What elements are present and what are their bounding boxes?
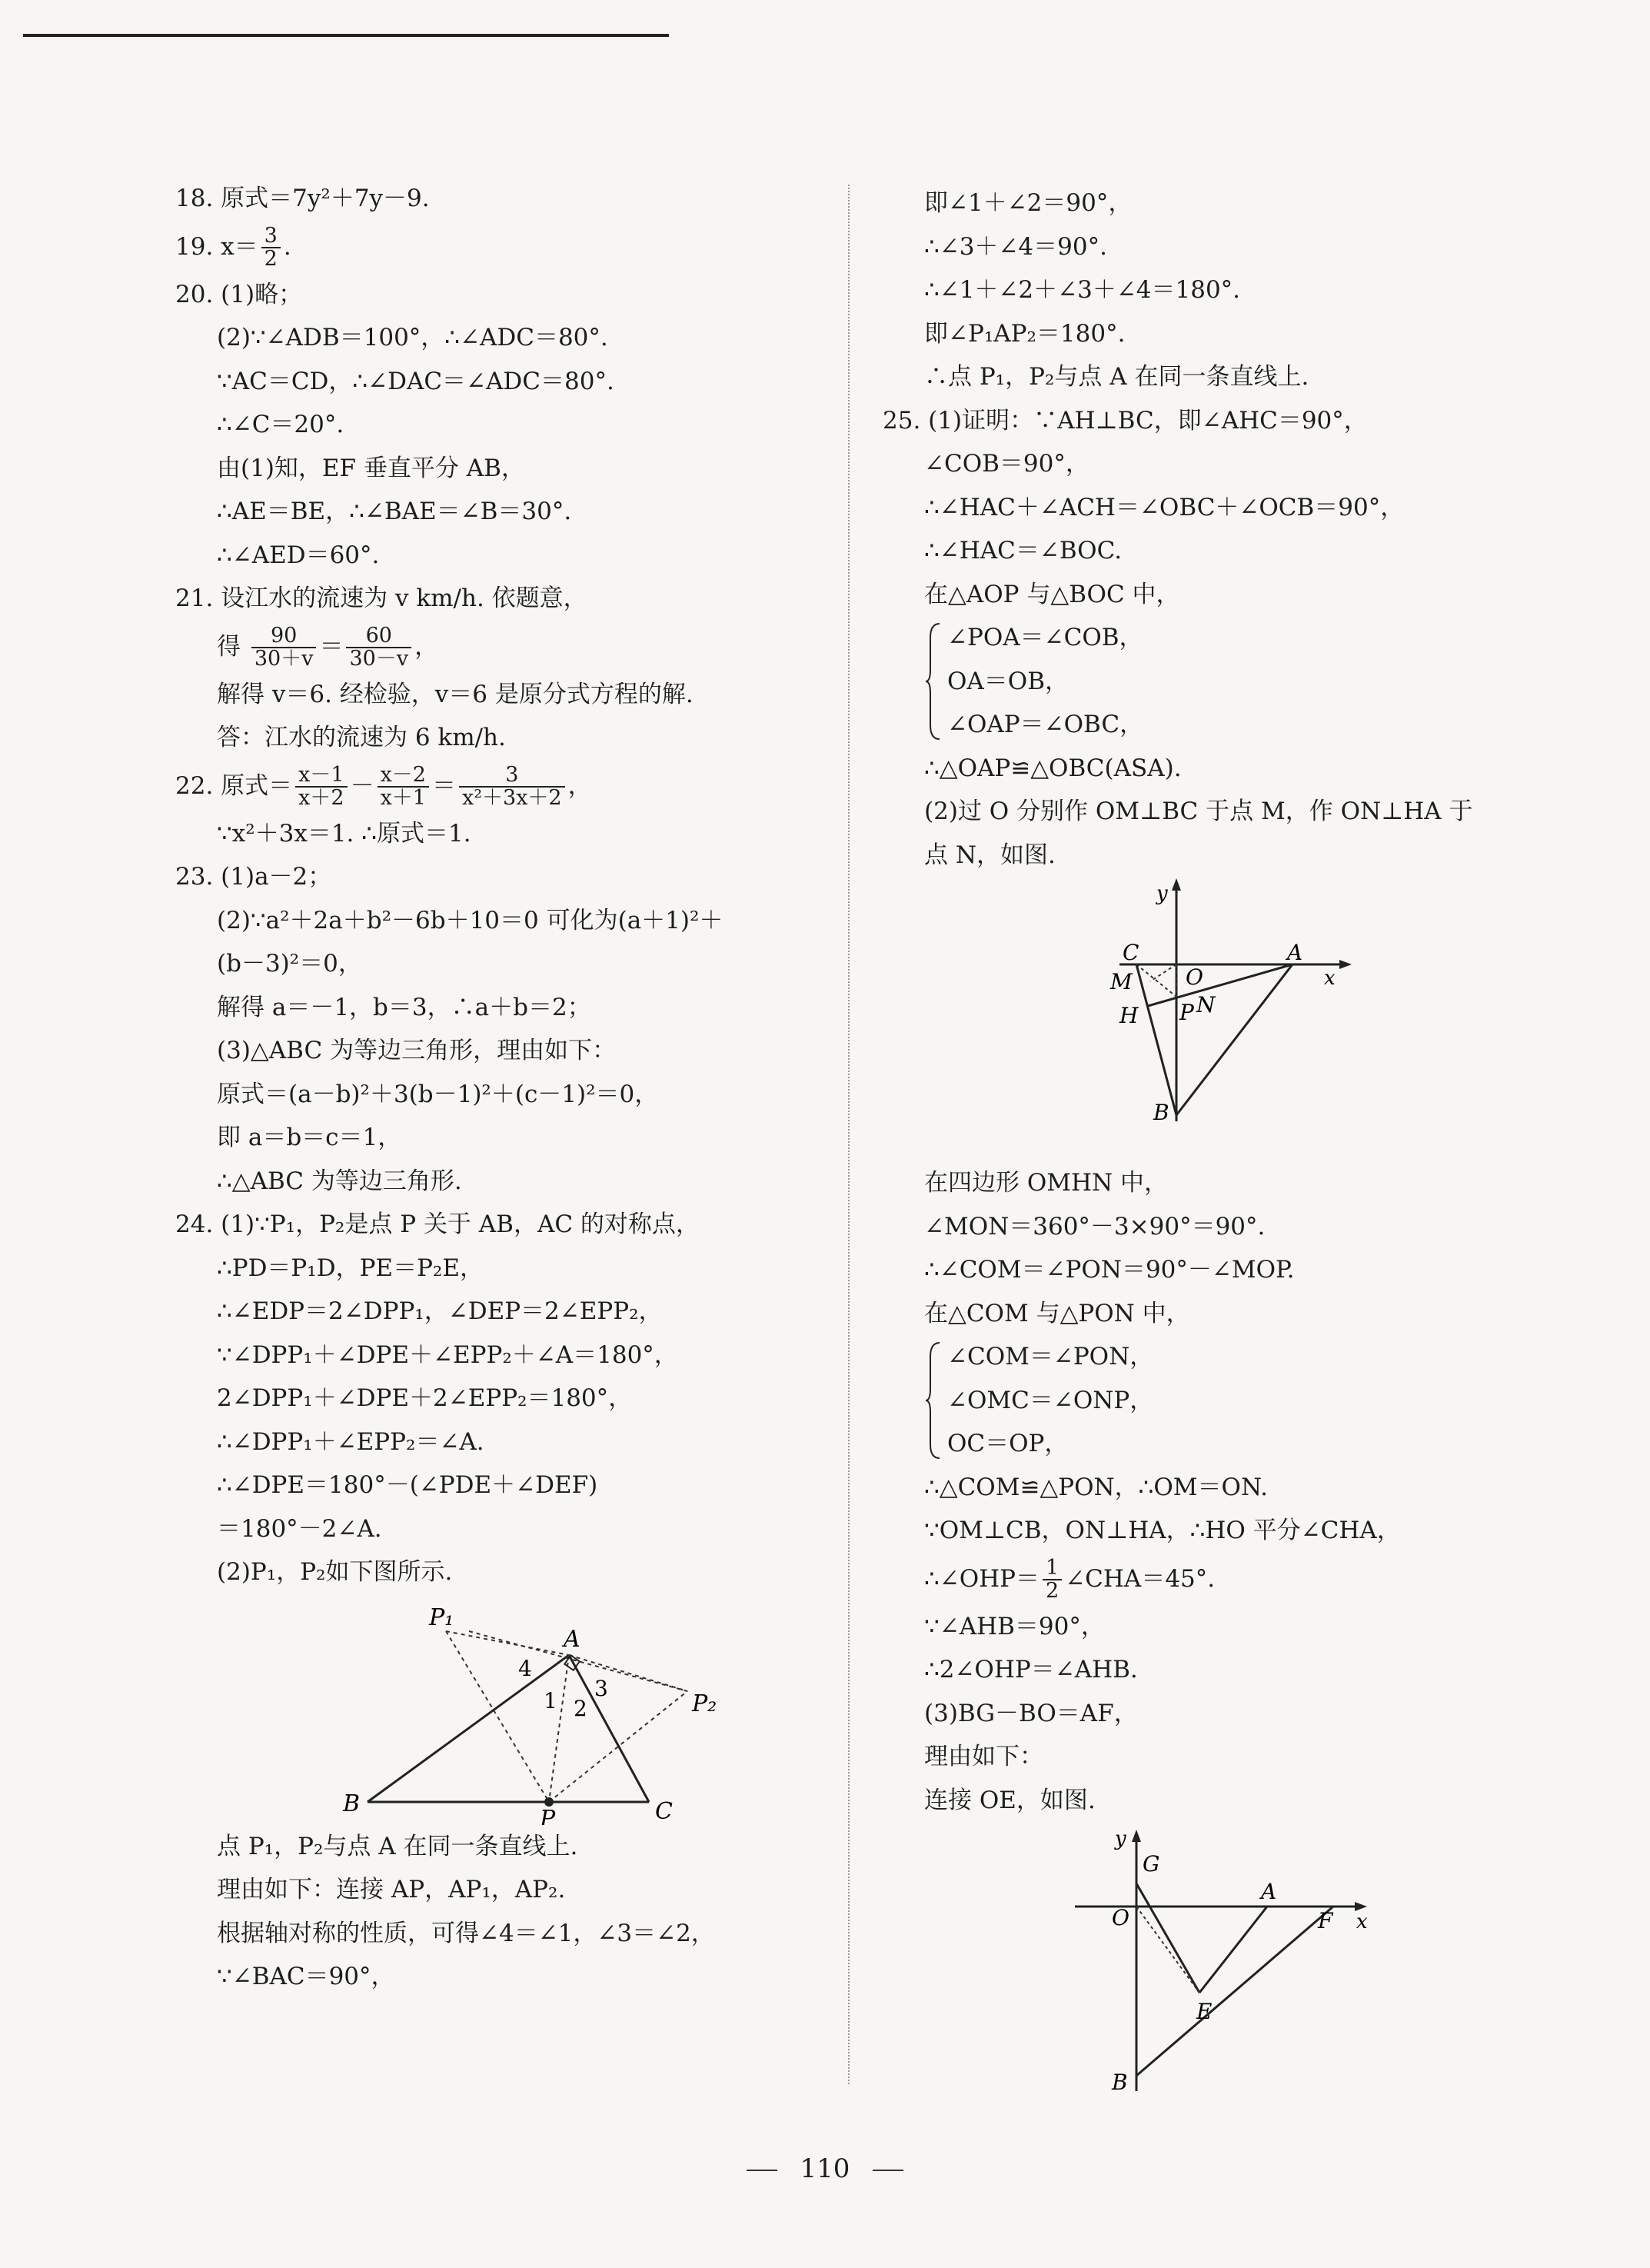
text-line: 解得 v＝6. 经检验，v＝6 是原分式方程的解. xyxy=(217,680,694,708)
brace-icon xyxy=(924,1341,941,1460)
text-line: ∴∠1＋∠2＋∠3＋∠4＝180°. xyxy=(924,276,1241,304)
text-line: (2)∵a²＋2a＋b²－6b＋10＝0 可化为(a＋1)²＋ xyxy=(217,906,724,934)
label-G: G xyxy=(1143,1851,1160,1877)
label-B: B xyxy=(1153,1100,1169,1125)
text-line: ∵AC＝CD，∴∠DAC＝∠ADC＝80°. xyxy=(217,367,614,395)
fraction: $\frac{3}{2}$ xyxy=(261,225,281,271)
label-y: y xyxy=(1115,1827,1126,1850)
text-line: ∴△ABC 为等边三角形. xyxy=(217,1167,462,1195)
answer-18: 18. 原式＝7y²＋7y－9. xyxy=(175,185,430,212)
label-C: C xyxy=(1123,940,1139,965)
text-line: ∴∠DPP₁＋∠EPP₂＝∠A. xyxy=(217,1427,484,1456)
footer-dash xyxy=(747,2170,777,2171)
text-line: 2∠DPP₁＋∠DPE＋2∠EPP₂＝180°， xyxy=(217,1384,633,1412)
label-F: F xyxy=(1318,1908,1333,1933)
equation-line: 得 $\frac{90}{30+v}$ ＝ $\frac{60}{30-v}$ ， xyxy=(217,623,439,671)
text-line: 原式＝(a－b)²＋3(b－1)²＋(c－1)²＝0， xyxy=(217,1080,659,1108)
page-number: 110 xyxy=(800,2153,850,2184)
fraction: $\frac{3}{\text{x²＋3x＋2}}$ xyxy=(459,764,565,810)
column-divider xyxy=(848,185,850,2084)
text-line: ∴PD＝P₁D，PE＝P₂E， xyxy=(217,1254,484,1282)
figure-coordinate-1 xyxy=(883,877,1529,1161)
label-N: N xyxy=(1196,992,1216,1017)
segment-AC xyxy=(569,1655,649,1802)
label-x: x xyxy=(1324,967,1336,990)
fraction: $\frac{x-2}{x+1}$ xyxy=(378,764,429,810)
label-A: A xyxy=(1261,1879,1277,1904)
condition-line: OC＝OP， xyxy=(947,1430,1069,1457)
dashed-OE xyxy=(1136,1907,1199,1993)
dashed-P1A xyxy=(446,1631,569,1655)
condition-line: ∠OMC＝∠ONP， xyxy=(947,1386,1154,1414)
y-axis-arrow-icon xyxy=(1132,1830,1141,1842)
text-line: (b－3)²＝0， xyxy=(217,950,362,977)
condition-line: ∠POA＝∠COB， xyxy=(947,624,1143,651)
answer-20: 20. (1)略； xyxy=(175,280,303,308)
text-line: ∠COB＝90°， xyxy=(924,450,1089,478)
text-line: 在△COM 与△PON 中， xyxy=(924,1299,1190,1327)
figure-3-svg xyxy=(883,1822,1529,2099)
segment-FB xyxy=(1136,1907,1333,2076)
label-angle-3: 3 xyxy=(594,1675,608,1701)
segment-CB xyxy=(1136,964,1176,1115)
condition-line: ∠OAP＝∠OBC， xyxy=(947,711,1144,738)
text-line: ∴△COM≌△PON，∴OM＝ON. xyxy=(924,1473,1268,1501)
text-line: ∴∠C＝20°. xyxy=(217,411,344,438)
text-line: (2)∵∠ADB＝100°，∴∠ADC＝80°. xyxy=(217,324,608,351)
page-number-footer xyxy=(0,2153,1650,2184)
fraction: $\frac{x-1}{x+2}$ xyxy=(295,764,347,810)
fraction: $\frac{60}{30-v}$ xyxy=(346,625,411,671)
label-A: A xyxy=(1287,940,1303,965)
answer-22: 22. 原式＝ $\frac{x-1}{x+2}$ － $\frac{x-2}{x+1}$ ＝ $\frac{3}{\text{x²＋3x＋2}}$ ， xyxy=(175,762,592,810)
dashed-AP xyxy=(549,1655,569,1802)
text-line: ∵∠DPP₁＋∠DPE＋∠EPP₂＋∠A＝180°， xyxy=(217,1340,678,1369)
label-O: O xyxy=(1186,964,1203,990)
top-rule xyxy=(23,34,669,37)
text-line: 根据轴对称的性质，可得∠4＝∠1，∠3＝∠2， xyxy=(217,1919,715,1947)
text-line: ∴∠DPE＝180°－(∠PDE＋∠DEF) xyxy=(217,1471,598,1499)
figure-2-svg xyxy=(883,877,1529,1161)
figure-1-svg xyxy=(175,1594,837,1825)
label-B: B xyxy=(1112,2070,1128,2095)
label-y: y xyxy=(1156,882,1168,905)
text-line: ∵x²＋3x＝1. ∴原式＝1. xyxy=(217,819,471,848)
label-angle-1: 1 xyxy=(544,1687,557,1713)
text-line: (3)BG－BO＝AF， xyxy=(924,1699,1138,1727)
text-line: 即 a＝b＝c＝1， xyxy=(217,1124,402,1151)
segment-BA xyxy=(368,1655,569,1802)
label-M: M xyxy=(1110,969,1133,994)
text-line: ∵OM⊥CB，ON⊥HA，∴HO 平分∠CHA， xyxy=(924,1517,1401,1544)
text-line: 连接 OE，如图. xyxy=(924,1786,1096,1814)
text-line: 解得 a＝－1，b＝3，∴a＋b＝2； xyxy=(217,993,591,1021)
segment-AH xyxy=(1148,964,1292,1006)
text-line: ∵∠BAC＝90°， xyxy=(217,1963,395,1990)
dashed-P1P xyxy=(446,1631,549,1802)
dashed-OM xyxy=(1150,964,1176,981)
text-line: ∴△OAP≌△OBC(ASA). xyxy=(924,754,1182,782)
label-B: B xyxy=(343,1790,361,1817)
label-x: x xyxy=(1356,1910,1368,1933)
label-O: O xyxy=(1112,1905,1129,1930)
segment-GE xyxy=(1136,1883,1199,1993)
answer-24: 24. (1)∵P₁，P₂是点 P 关于 AB，AC 的对称点， xyxy=(175,1211,700,1238)
text-line: ∴2∠OHP＝∠AHB. xyxy=(924,1656,1138,1684)
text-line: 在△AOP 与△BOC 中， xyxy=(924,580,1180,608)
text-line: (3)△ABC 为等边三角形，理由如下： xyxy=(217,1037,617,1064)
text-line: 理由如下： xyxy=(924,1743,1043,1770)
right-column xyxy=(883,182,1529,2099)
label-E: E xyxy=(1196,1999,1213,2024)
label-P: P xyxy=(1179,1000,1194,1025)
text-line: ∴∠EDP＝2∠DPP₁，∠DEP＝2∠EPP₂， xyxy=(217,1297,663,1325)
condition-line: ∠COM＝∠PON， xyxy=(947,1343,1154,1370)
label-H: H xyxy=(1119,1003,1139,1028)
text-line: ∠MON＝360°－3×90°＝90°. xyxy=(924,1212,1266,1241)
left-column xyxy=(175,177,837,1999)
fraction: $\frac{90}{30+v}$ xyxy=(251,625,317,671)
label-P1: P₁ xyxy=(429,1604,454,1631)
x-axis-arrow-icon xyxy=(1339,960,1352,969)
text-line: ∴点 P₁，P₂与点 A 在同一条直线上. xyxy=(924,363,1309,391)
text-line: ∴∠HAC＝∠BOC. xyxy=(924,537,1123,565)
system-of-conditions-1 xyxy=(883,616,1529,747)
label-C: C xyxy=(655,1797,673,1825)
figure-triangle-reflection xyxy=(175,1594,837,1825)
text-line: ∴∠COM＝∠PON＝90°－∠MOP. xyxy=(924,1256,1295,1284)
text-line: ＝180°－2∠A. xyxy=(217,1514,382,1543)
label-P: P xyxy=(540,1805,556,1825)
text-line: ∴∠3＋∠4＝90°. xyxy=(924,232,1107,261)
text-line: 点 N，如图. xyxy=(924,841,1056,869)
answer-23: 23. (1)a－2； xyxy=(175,863,332,891)
fraction: $\frac{1}{2}$ xyxy=(1043,1557,1062,1603)
segment-AE xyxy=(1199,1907,1267,1993)
condition-line: OA＝OB， xyxy=(947,667,1069,695)
text-line: ∴∠HAC＋∠ACH＝∠OBC＋∠OCB＝90°， xyxy=(924,493,1405,521)
answer-25: 25. (1)证明：∵AH⊥BC，即∠AHC＝90°， xyxy=(883,406,1368,435)
text-line: ∴AE＝BE，∴∠BAE＝∠B＝30°. xyxy=(217,498,572,525)
label-A: A xyxy=(564,1625,580,1653)
text-line: ∴∠AED＝60°. xyxy=(217,541,380,569)
footer-dash xyxy=(873,2170,903,2171)
text-line: 即∠P₁AP₂＝180°. xyxy=(924,319,1126,348)
text-line: 理由如下：连接 AP，AP₁，AP₂. xyxy=(217,1876,566,1903)
text-line: ∵∠AHB＝90°， xyxy=(924,1612,1105,1640)
answer-21: 21. 设江水的流速为 v km/h. 依题意， xyxy=(175,584,587,612)
text-line: 即∠1＋∠2＝90°， xyxy=(924,189,1133,217)
y-axis-arrow-icon xyxy=(1172,878,1181,891)
text-line: 在四边形 OMHN 中， xyxy=(924,1169,1169,1197)
figure-coordinate-2 xyxy=(883,1822,1529,2099)
text-line: 答：江水的流速为 6 km/h. xyxy=(217,724,506,751)
equation-line: ∴∠OHP＝ $\frac{1}{2}$ ∠CHA＝45°. xyxy=(924,1555,1216,1603)
system-of-conditions-2 xyxy=(883,1335,1529,1466)
label-angle-2: 2 xyxy=(574,1695,587,1721)
answer-19: 19. x＝ $\frac{3}{2}$ . xyxy=(175,223,291,271)
label-P2: P₂ xyxy=(692,1690,717,1717)
text-line: 点 P₁，P₂与点 A 在同一条直线上. xyxy=(217,1832,578,1860)
label-angle-4: 4 xyxy=(518,1655,532,1681)
dashed-CP xyxy=(1136,964,1176,997)
text-line: (2)P₁，P₂如下图所示. xyxy=(217,1558,453,1586)
text-line: (2)过 O 分别作 OM⊥BC 于点 M，作 ON⊥HA 于 xyxy=(924,798,1473,825)
brace-icon xyxy=(924,622,941,741)
text-line: 由(1)知，EF 垂直平分 AB， xyxy=(217,454,525,482)
